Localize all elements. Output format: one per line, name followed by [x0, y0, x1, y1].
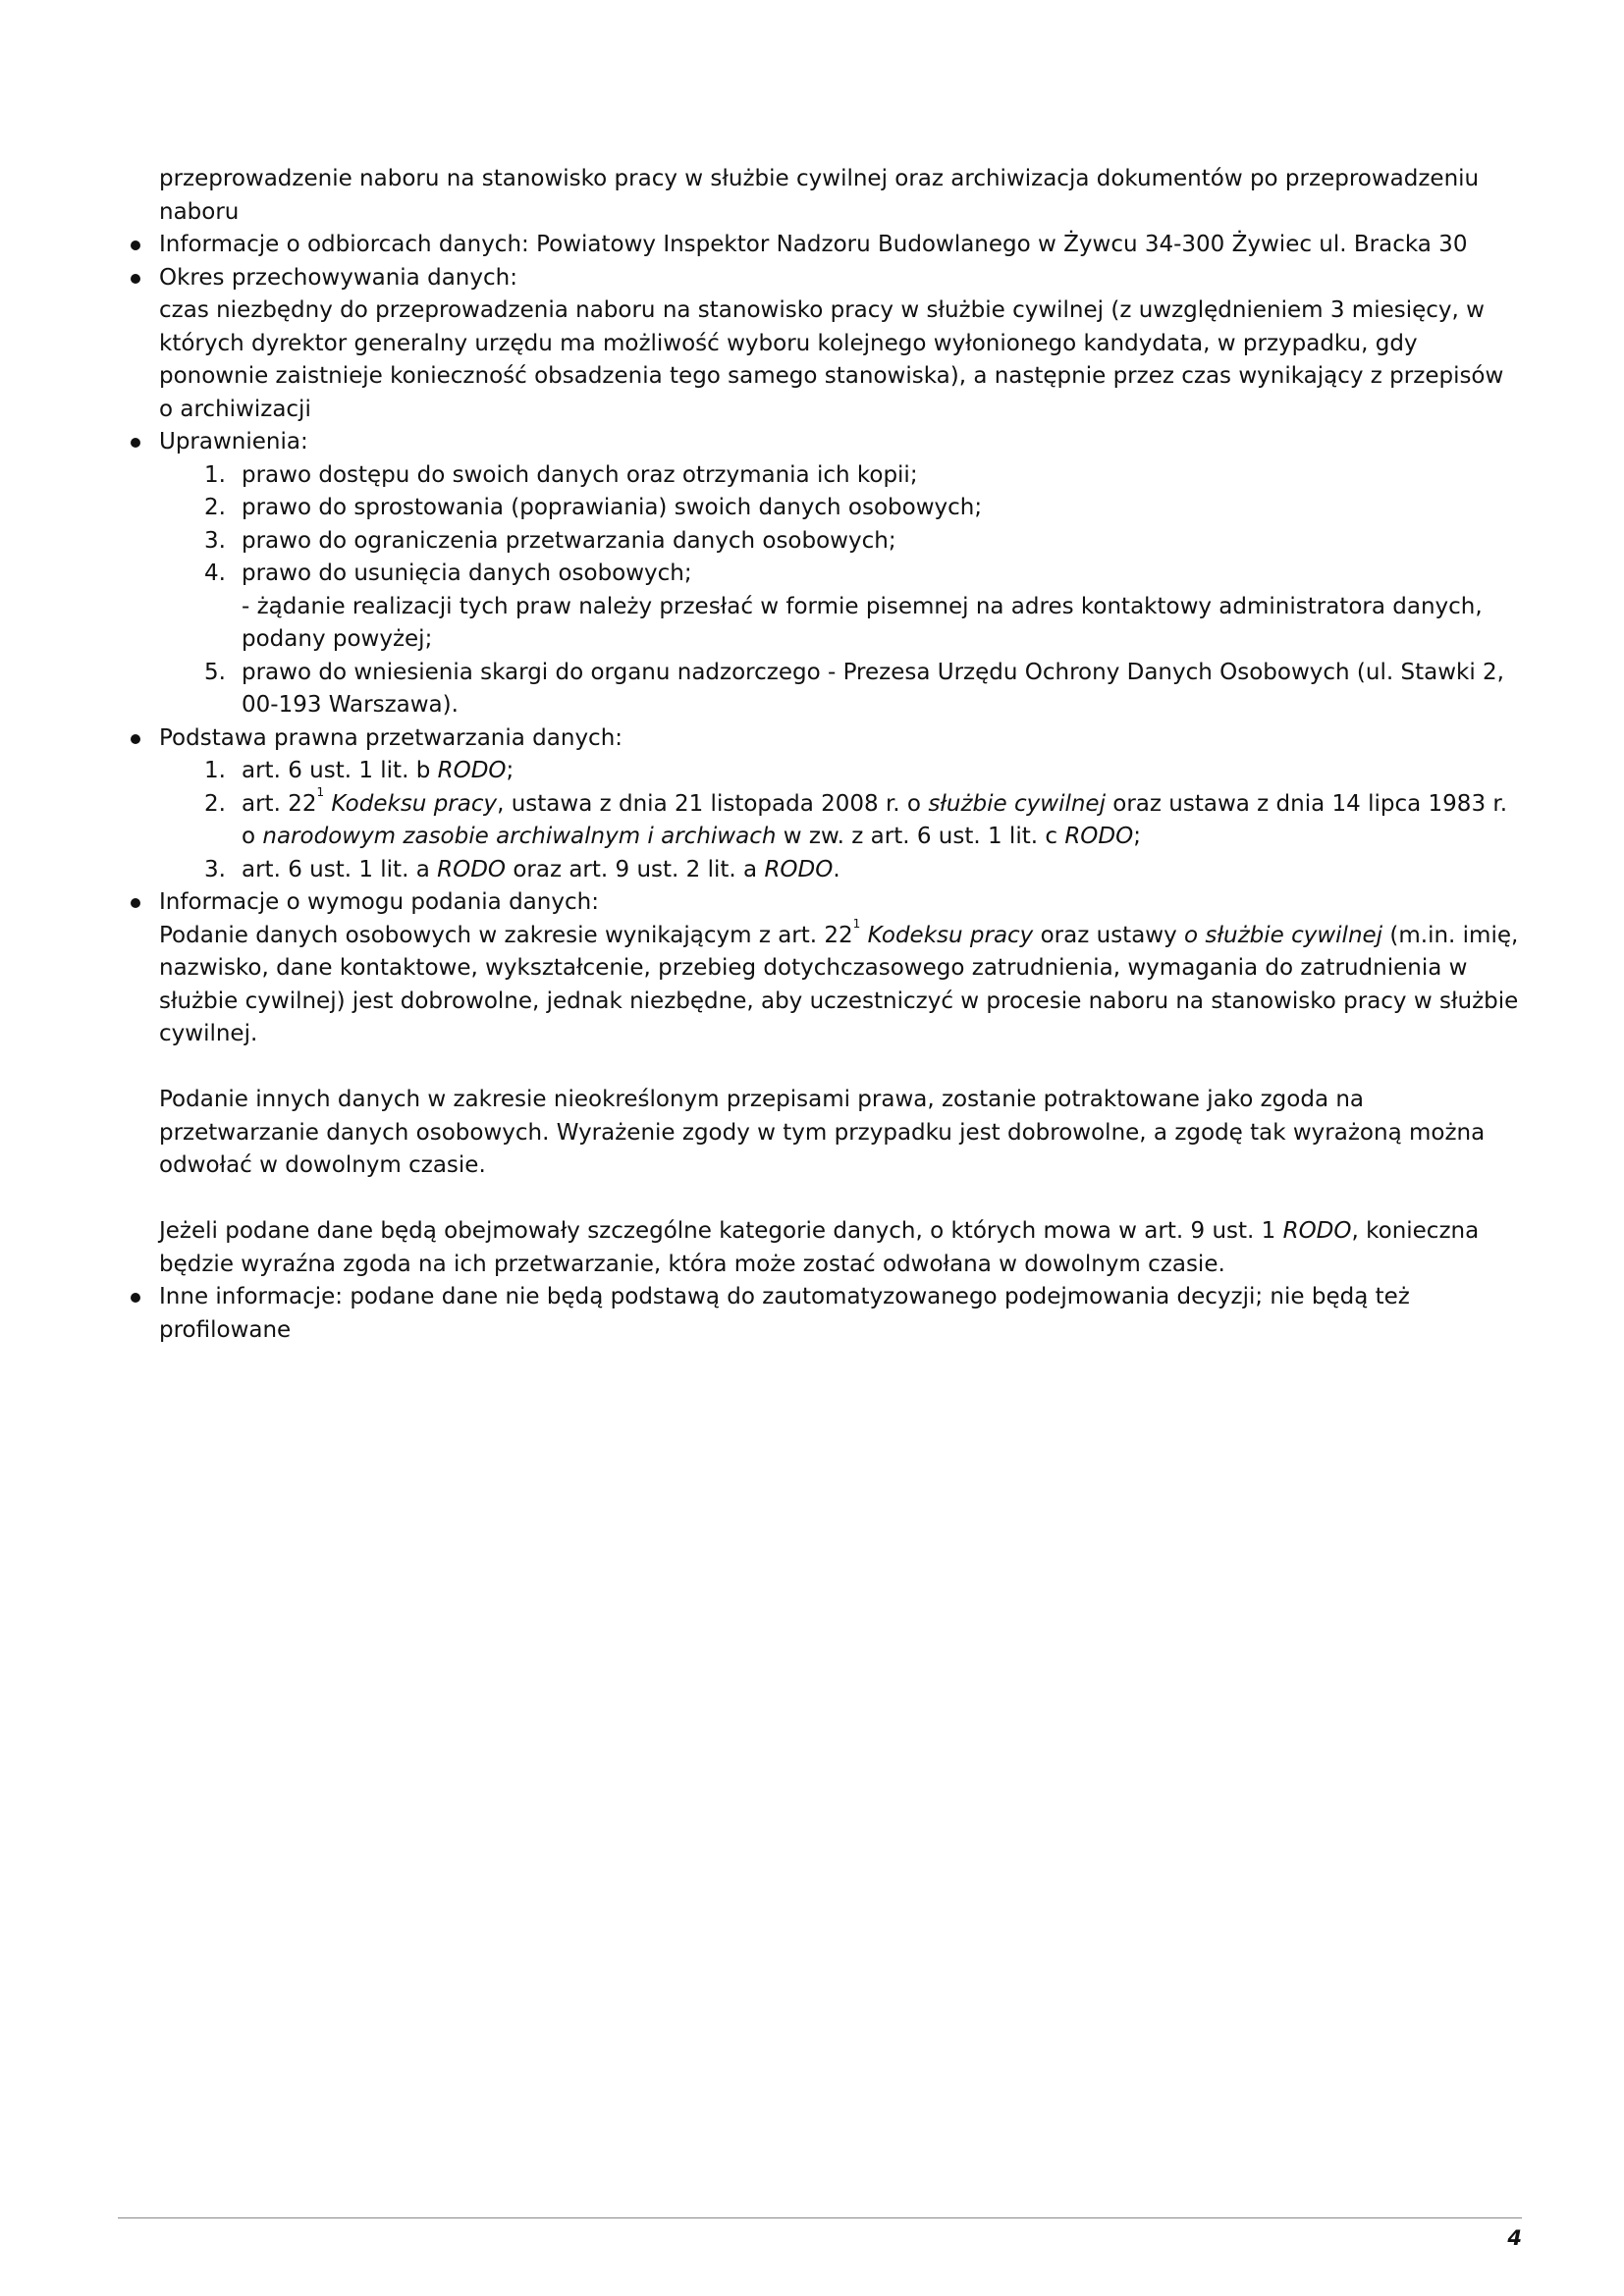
- podstawa-item-3: [159, 854, 1520, 887]
- wymog-paragraph-2: Podanie innych danych w zakresie nieokreślonym przepisami prawa, zostanie potraktowane jako zgoda na przetwarzanie danych osobowych. Wyrażenie zgody w tym przypadku jest dobrowolne, a zgodę tak wyrażoną można odwołać w dowolnym czasie.: [159, 1087, 1486, 1178]
- list-item-podstawa: [126, 722, 1520, 887]
- list-item-okres: [126, 262, 1520, 427]
- text-run-italic: RODO: [1282, 1218, 1352, 1244]
- text-run: oraz ustawy: [1033, 922, 1185, 948]
- item-number: 1.: [204, 461, 226, 488]
- item-number: 2.: [204, 495, 226, 520]
- text-run-italic: o służbie cywilnej: [1184, 922, 1383, 948]
- text-run: .: [833, 856, 840, 882]
- uprawnienie-item: [159, 459, 1520, 493]
- item-text: prawo dostępu do swoich danych oraz otrzymania ich kopii;: [242, 461, 918, 488]
- podstawa-label: Podstawa prawna przetwarzania danych:: [159, 724, 623, 751]
- text-run-italic: Kodeksu pracy: [860, 922, 1034, 948]
- uprawnienie-item: [159, 492, 1520, 525]
- text-run-italic: RODO: [764, 856, 834, 882]
- podstawa-list: [159, 755, 1520, 886]
- list-item-inne: [126, 1281, 1520, 1347]
- item-number: 1.: [204, 758, 226, 783]
- text-run: (m.in. imię, nazwisko, dane kontaktowe, wykształcenie, przebieg dotychczasowego zatrudnienia, wymagania do zatrudnienia w służbie cywilnej) jest dobrowolne, jednak niezbędne, aby uczestniczyć w procesie naboru na stanowisko pracy w służbie cywilnej.: [159, 922, 1519, 1046]
- item-text: prawo do ograniczenia przetwarzania danych osobowych;: [242, 527, 896, 554]
- text-run: Podanie danych osobowych w zakresie wynikającym z art. 22: [159, 922, 853, 948]
- item-number: 5.: [204, 659, 226, 685]
- wymog-label: Informacje o wymogu podania danych:: [159, 889, 599, 915]
- inne-text: Inne informacje: podane dane nie będą podstawą do zautomatyzowanego podejmowania decyzji; nie będą też profilowane: [159, 1284, 1410, 1343]
- superscript: 1: [852, 916, 861, 931]
- text-run: oraz ustawa z dnia 14 lipca 1983 r. o: [242, 790, 1508, 849]
- text-run-italic: Kodeksu pracy: [324, 790, 498, 817]
- text-run-italic: RODO: [437, 856, 507, 882]
- list-item-uprawnienia: [126, 426, 1520, 722]
- paragraph-gap: [159, 1051, 1520, 1085]
- item-text: prawo do usunięcia danych osobowych;: [242, 561, 692, 586]
- document-body: [126, 163, 1520, 1347]
- text-run: oraz art. 9 ust. 2 lit. a: [506, 856, 765, 882]
- odbiorcy-text: Informacje o odbiorcach danych: Powiatowy Inspektor Nadzoru Budowlanego w Żywcu 34-300 Żywiec ul. Bracka 30: [159, 232, 1468, 257]
- intro-continuation: przeprowadzenie naboru na stanowisko pracy w służbie cywilnej oraz archiwizacja dokumentów po przeprowadzeniu naboru: [159, 166, 1480, 225]
- text-run: art. 6 ust. 1 lit. a: [242, 856, 438, 882]
- text-run: , konieczna będzie wyraźna zgoda na ich przetwarzanie, która może zostać odwołana w dowolnym czasie.: [159, 1218, 1480, 1277]
- footer-divider: [118, 2217, 1522, 2218]
- podstawa-item-1: [159, 755, 1520, 788]
- uprawnienie-item: [159, 525, 1520, 559]
- okres-text: czas niezbędny do przeprowadzenia naboru na stanowisko pracy w służbie cywilnej (z uwzględnieniem 3 miesięcy, w których dyrektor generalny urzędu ma możliwość wyboru kolejnego wyłonionego kandydata, w przypadku, gdy ponownie zaistnieje konieczność obsadzenia tego samego stanowiska), a następnie przez czas wynikający z przepisów o archiwizacji: [159, 297, 1504, 422]
- list-item-odbiorcy: [126, 229, 1520, 262]
- uprawnienia-list: [159, 459, 1520, 722]
- text-run-italic: RODO: [437, 758, 507, 783]
- wymog-paragraph-1: [159, 916, 1520, 1051]
- info-list: [126, 229, 1520, 1347]
- wymog-paragraph-3: [159, 1215, 1520, 1281]
- superscript: 1: [316, 784, 325, 799]
- podstawa-item-2: [159, 784, 1520, 854]
- uprawnienie-item: [159, 558, 1520, 657]
- text-run: w zw. z art. 6 ust. 1 lit. c: [776, 824, 1065, 849]
- text-run-italic: narodowym zasobie archiwalnym i archiwach: [262, 824, 777, 849]
- uprawnienie-item: [159, 657, 1520, 722]
- item-number: 3.: [204, 527, 226, 554]
- item-text: prawo do wniesienia skargi do organu nadzorczego - Prezesa Urzędu Ochrony Danych Osobowych (ul. Stawki 2, 00-193 Warszawa).: [242, 659, 1504, 718]
- item-number: 4.: [204, 561, 226, 586]
- okres-label: Okres przechowywania danych:: [159, 264, 517, 291]
- text-run: art. 22: [242, 790, 317, 817]
- item-number: 3.: [204, 856, 226, 882]
- page-number: 4: [1507, 2226, 1522, 2250]
- text-run: art. 6 ust. 1 lit. b: [242, 758, 438, 783]
- text-run: , ustawa z dnia 21 listopada 2008 r. o: [497, 790, 929, 817]
- item-number: 2.: [204, 790, 226, 817]
- text-run: ;: [1133, 824, 1141, 849]
- text-run: ;: [506, 758, 514, 783]
- text-run-italic: służbie cywilnej: [928, 790, 1106, 817]
- list-item-wymog: [126, 886, 1520, 1281]
- paragraph-gap: [159, 1183, 1520, 1216]
- item-note: - żądanie realizacji tych praw należy przesłać w formie pisemnej na adres kontaktowy administratora danych, podany powyżej;: [242, 593, 1483, 652]
- uprawnienia-label: Uprawnienia:: [159, 429, 308, 454]
- item-text: prawo do sprostowania (poprawiania) swoich danych osobowych;: [242, 495, 983, 520]
- text-run: Jeżeli podane dane będą obejmowały szczególne kategorie danych, o których mowa w art. 9 ust. 1: [159, 1218, 1283, 1244]
- text-run-italic: RODO: [1064, 824, 1134, 849]
